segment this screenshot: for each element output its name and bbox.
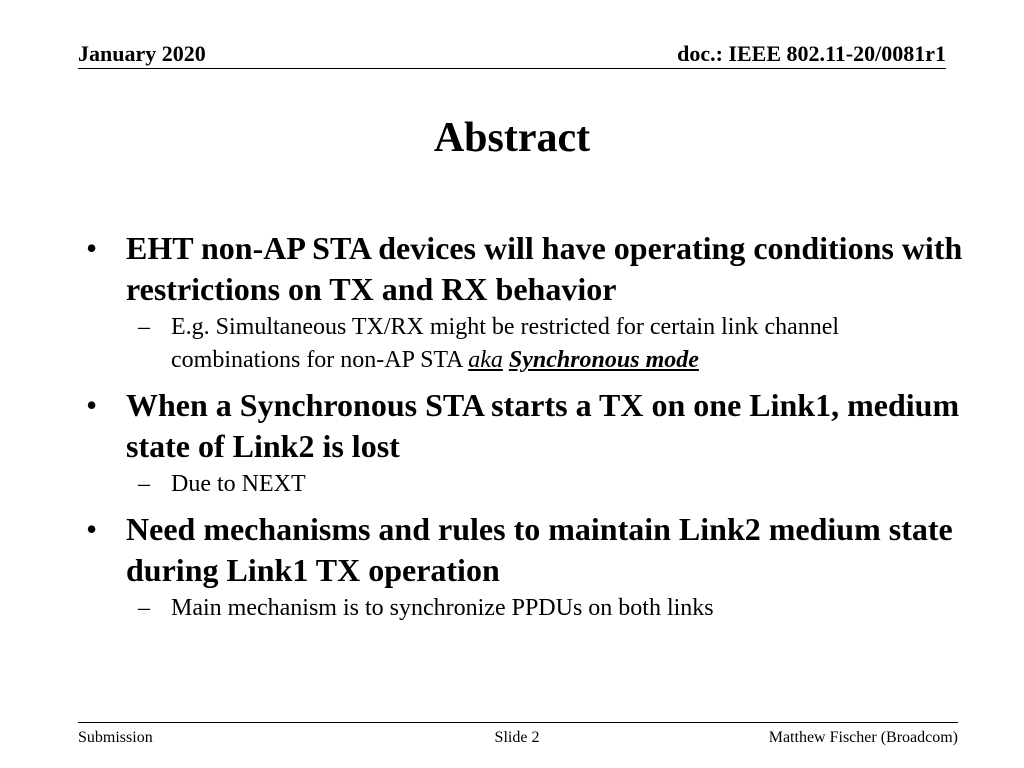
slide-body xyxy=(86,228,966,625)
header-divider xyxy=(78,68,946,69)
sub-bullet-marker: – xyxy=(138,595,150,621)
bullet-1 xyxy=(86,228,966,310)
slide-title: Abstract xyxy=(433,115,591,161)
synchronous-mode-term: Synchronous mode xyxy=(508,347,699,373)
bullet-3-sub-1-text: Main mechanism is to synchronize PPDUs on both links xyxy=(171,595,714,621)
bullet-1-text: EHT non-AP STA devices will have operating conditions with restrictions on TX and RX behavior xyxy=(126,230,963,307)
bullet-3-sub-1 xyxy=(86,592,966,625)
header-doc-id: doc.: IEEE 802.11-20/0081r1 xyxy=(677,41,946,66)
sub-bullet-marker: – xyxy=(138,314,150,340)
bullet-1-sub-1-text: E.g. Simultaneous TX/RX might be restricted for certain link channel combinations for non-AP STA xyxy=(171,314,840,373)
footer-author: Matthew Fischer (Broadcom) xyxy=(768,729,958,746)
footer-divider xyxy=(78,722,958,723)
bullet-2 xyxy=(86,385,966,467)
bullet-marker: • xyxy=(86,230,98,266)
footer-slide-number: Slide 2 xyxy=(494,729,540,746)
bullet-3 xyxy=(86,509,966,591)
bullet-2-sub-1 xyxy=(86,468,966,501)
header-date: January 2020 xyxy=(78,41,206,66)
aka-term: aka xyxy=(468,347,503,373)
bullet-2-text: When a Synchronous STA starts a TX on one Link1, medium state of Link2 is lost xyxy=(126,387,960,464)
bullet-2-sub-1-text: Due to NEXT xyxy=(171,471,306,497)
footer-submission: Submission xyxy=(78,729,153,746)
bullet-marker: • xyxy=(86,387,98,423)
bullet-marker: • xyxy=(86,511,98,547)
bullet-3-text: Need mechanisms and rules to maintain Link2 medium state during Link1 TX operation xyxy=(126,511,953,588)
sub-bullet-marker: – xyxy=(138,471,150,497)
bullet-1-sub-1 xyxy=(86,311,966,377)
